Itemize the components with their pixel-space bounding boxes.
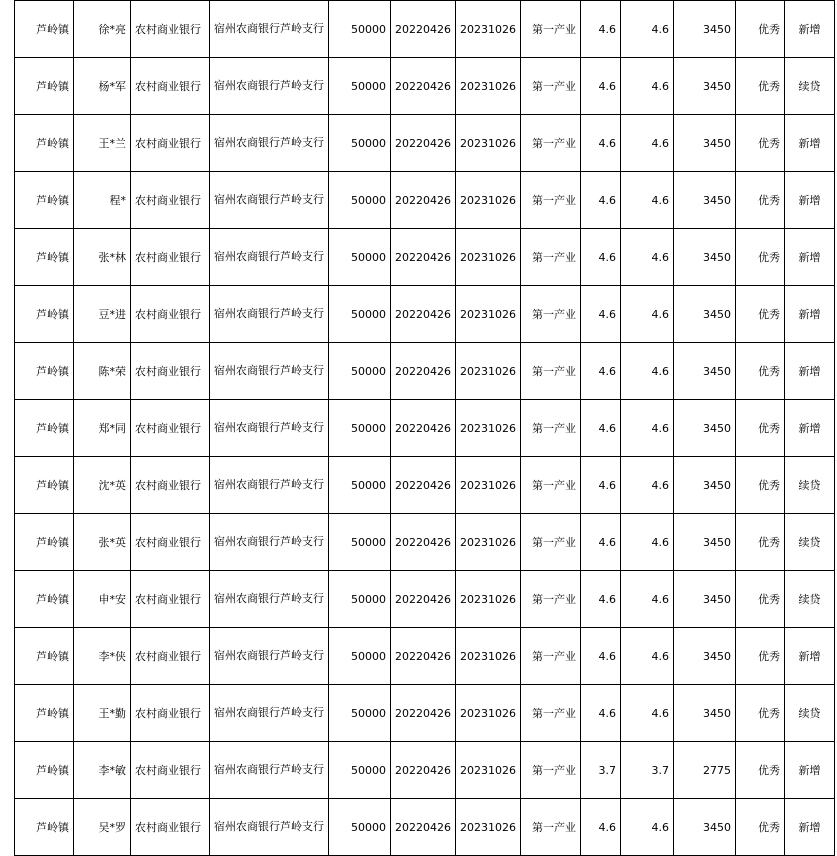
cell-bank: 农村商业银行: [131, 115, 210, 172]
cell-bank: 农村商业银行: [131, 229, 210, 286]
cell-interest: 3450: [674, 400, 736, 457]
cell-industry: 第一产业: [521, 685, 581, 742]
cell-branch: 宿州农商银行芦岭支行: [210, 685, 329, 742]
cell-loan-type: 续贷: [785, 58, 835, 115]
cell-industry: 第一产业: [521, 571, 581, 628]
cell-bank: 农村商业银行: [131, 343, 210, 400]
cell-branch: 宿州农商银行芦岭支行: [210, 1, 329, 58]
cell-industry: 第一产业: [521, 115, 581, 172]
cell-bank: 农村商业银行: [131, 400, 210, 457]
cell-end-date: 20231026: [456, 514, 521, 571]
table-row: [15, 286, 835, 343]
cell-branch: 宿州农商银行芦岭支行: [210, 628, 329, 685]
cell-industry: 第一产业: [521, 172, 581, 229]
cell-amount: 50000: [329, 58, 391, 115]
cell-industry: 第一产业: [521, 58, 581, 115]
cell-subsidy-rate: 4.6: [621, 1, 674, 58]
cell-industry: 第一产业: [521, 799, 581, 856]
cell-start-date: 20220426: [391, 58, 456, 115]
cell-town: 芦岭镇: [15, 115, 74, 172]
cell-town: 芦岭镇: [15, 457, 74, 514]
cell-subsidy-rate: 4.6: [621, 286, 674, 343]
cell-end-date: 20231026: [456, 1, 521, 58]
cell-industry: 第一产业: [521, 457, 581, 514]
cell-rating: 优秀: [736, 742, 785, 799]
cell-town: 芦岭镇: [15, 286, 74, 343]
cell-bank: 农村商业银行: [131, 1, 210, 58]
cell-end-date: 20231026: [456, 172, 521, 229]
cell-rating: 优秀: [736, 1, 785, 58]
cell-bank: 农村商业银行: [131, 799, 210, 856]
cell-name: 杨*军: [74, 58, 131, 115]
loan-table: [14, 0, 835, 856]
cell-end-date: 20231026: [456, 571, 521, 628]
cell-interest: 3450: [674, 58, 736, 115]
cell-end-date: 20231026: [456, 400, 521, 457]
table-row: [15, 571, 835, 628]
cell-bank: 农村商业银行: [131, 172, 210, 229]
cell-rating: 优秀: [736, 514, 785, 571]
cell-end-date: 20231026: [456, 628, 521, 685]
cell-amount: 50000: [329, 457, 391, 514]
cell-industry: 第一产业: [521, 514, 581, 571]
cell-end-date: 20231026: [456, 685, 521, 742]
cell-rate: 4.6: [581, 286, 621, 343]
cell-interest: 3450: [674, 457, 736, 514]
cell-loan-type: 续贷: [785, 685, 835, 742]
cell-name: 张*英: [74, 514, 131, 571]
cell-bank: 农村商业银行: [131, 514, 210, 571]
cell-start-date: 20220426: [391, 229, 456, 286]
cell-end-date: 20231026: [456, 286, 521, 343]
cell-interest: 3450: [674, 1, 736, 58]
cell-rating: 优秀: [736, 571, 785, 628]
cell-end-date: 20231026: [456, 742, 521, 799]
cell-bank: 农村商业银行: [131, 58, 210, 115]
cell-loan-type: 续贷: [785, 571, 835, 628]
cell-amount: 50000: [329, 799, 391, 856]
cell-loan-type: 新增: [785, 286, 835, 343]
table-body: [15, 1, 835, 856]
cell-branch: 宿州农商银行芦岭支行: [210, 514, 329, 571]
cell-rating: 优秀: [736, 400, 785, 457]
cell-subsidy-rate: 4.6: [621, 229, 674, 286]
cell-rating: 优秀: [736, 343, 785, 400]
cell-name: 徐*亮: [74, 1, 131, 58]
cell-branch: 宿州农商银行芦岭支行: [210, 343, 329, 400]
cell-start-date: 20220426: [391, 457, 456, 514]
cell-town: 芦岭镇: [15, 742, 74, 799]
table-row: [15, 343, 835, 400]
cell-name: 郑*同: [74, 400, 131, 457]
cell-start-date: 20220426: [391, 685, 456, 742]
cell-subsidy-rate: 4.6: [621, 571, 674, 628]
cell-interest: 3450: [674, 286, 736, 343]
cell-subsidy-rate: 4.6: [621, 343, 674, 400]
cell-loan-type: 新增: [785, 115, 835, 172]
table-row: [15, 229, 835, 286]
table-row: [15, 799, 835, 856]
cell-bank: 农村商业银行: [131, 628, 210, 685]
cell-subsidy-rate: 4.6: [621, 799, 674, 856]
cell-amount: 50000: [329, 1, 391, 58]
cell-interest: 2775: [674, 742, 736, 799]
cell-branch: 宿州农商银行芦岭支行: [210, 286, 329, 343]
cell-industry: 第一产业: [521, 286, 581, 343]
cell-name: 王*勤: [74, 685, 131, 742]
cell-town: 芦岭镇: [15, 1, 74, 58]
cell-rate: 4.6: [581, 799, 621, 856]
cell-amount: 50000: [329, 286, 391, 343]
cell-name: 李*敏: [74, 742, 131, 799]
cell-industry: 第一产业: [521, 400, 581, 457]
cell-amount: 50000: [329, 229, 391, 286]
cell-name: 李*侠: [74, 628, 131, 685]
cell-loan-type: 新增: [785, 172, 835, 229]
cell-end-date: 20231026: [456, 799, 521, 856]
cell-name: 王*兰: [74, 115, 131, 172]
cell-start-date: 20220426: [391, 286, 456, 343]
cell-town: 芦岭镇: [15, 514, 74, 571]
cell-branch: 宿州农商银行芦岭支行: [210, 457, 329, 514]
cell-name: 豆*进: [74, 286, 131, 343]
cell-amount: 50000: [329, 571, 391, 628]
cell-amount: 50000: [329, 115, 391, 172]
cell-start-date: 20220426: [391, 799, 456, 856]
cell-industry: 第一产业: [521, 628, 581, 685]
cell-interest: 3450: [674, 628, 736, 685]
cell-end-date: 20231026: [456, 457, 521, 514]
cell-industry: 第一产业: [521, 229, 581, 286]
cell-loan-type: 新增: [785, 229, 835, 286]
cell-start-date: 20220426: [391, 400, 456, 457]
table-row: [15, 742, 835, 799]
cell-bank: 农村商业银行: [131, 685, 210, 742]
cell-bank: 农村商业银行: [131, 457, 210, 514]
cell-subsidy-rate: 3.7: [621, 742, 674, 799]
cell-rate: 4.6: [581, 343, 621, 400]
table-row: [15, 400, 835, 457]
table-row: [15, 685, 835, 742]
cell-rate: 4.6: [581, 58, 621, 115]
cell-rating: 优秀: [736, 628, 785, 685]
cell-interest: 3450: [674, 229, 736, 286]
cell-branch: 宿州农商银行芦岭支行: [210, 571, 329, 628]
cell-rating: 优秀: [736, 685, 785, 742]
cell-rate: 4.6: [581, 400, 621, 457]
cell-town: 芦岭镇: [15, 343, 74, 400]
cell-rating: 优秀: [736, 799, 785, 856]
table-row: [15, 115, 835, 172]
table-row: [15, 1, 835, 58]
cell-rating: 优秀: [736, 457, 785, 514]
cell-subsidy-rate: 4.6: [621, 115, 674, 172]
cell-interest: 3450: [674, 172, 736, 229]
table-row: [15, 457, 835, 514]
cell-branch: 宿州农商银行芦岭支行: [210, 229, 329, 286]
cell-rating: 优秀: [736, 229, 785, 286]
cell-town: 芦岭镇: [15, 229, 74, 286]
cell-start-date: 20220426: [391, 343, 456, 400]
cell-amount: 50000: [329, 628, 391, 685]
table-row: [15, 172, 835, 229]
cell-amount: 50000: [329, 742, 391, 799]
cell-amount: 50000: [329, 343, 391, 400]
cell-name: 张*林: [74, 229, 131, 286]
cell-industry: 第一产业: [521, 343, 581, 400]
cell-loan-type: 续贷: [785, 457, 835, 514]
cell-loan-type: 新增: [785, 799, 835, 856]
cell-bank: 农村商业银行: [131, 571, 210, 628]
cell-end-date: 20231026: [456, 115, 521, 172]
cell-subsidy-rate: 4.6: [621, 628, 674, 685]
table-row: [15, 628, 835, 685]
cell-town: 芦岭镇: [15, 628, 74, 685]
cell-town: 芦岭镇: [15, 172, 74, 229]
cell-bank: 农村商业银行: [131, 742, 210, 799]
cell-branch: 宿州农商银行芦岭支行: [210, 799, 329, 856]
cell-subsidy-rate: 4.6: [621, 457, 674, 514]
cell-rating: 优秀: [736, 115, 785, 172]
cell-name: 申*安: [74, 571, 131, 628]
cell-rate: 4.6: [581, 457, 621, 514]
cell-start-date: 20220426: [391, 1, 456, 58]
cell-rate: 4.6: [581, 571, 621, 628]
cell-interest: 3450: [674, 685, 736, 742]
cell-rating: 优秀: [736, 58, 785, 115]
table-row: [15, 58, 835, 115]
cell-amount: 50000: [329, 514, 391, 571]
cell-loan-type: 新增: [785, 400, 835, 457]
cell-town: 芦岭镇: [15, 571, 74, 628]
cell-rate: 4.6: [581, 628, 621, 685]
cell-town: 芦岭镇: [15, 400, 74, 457]
cell-interest: 3450: [674, 799, 736, 856]
cell-town: 芦岭镇: [15, 685, 74, 742]
cell-name: 程*: [74, 172, 131, 229]
cell-loan-type: 新增: [785, 628, 835, 685]
cell-amount: 50000: [329, 685, 391, 742]
cell-start-date: 20220426: [391, 514, 456, 571]
cell-branch: 宿州农商银行芦岭支行: [210, 400, 329, 457]
cell-rate: 4.6: [581, 514, 621, 571]
cell-start-date: 20220426: [391, 571, 456, 628]
cell-start-date: 20220426: [391, 172, 456, 229]
cell-branch: 宿州农商银行芦岭支行: [210, 115, 329, 172]
cell-branch: 宿州农商银行芦岭支行: [210, 172, 329, 229]
cell-loan-type: 新增: [785, 742, 835, 799]
cell-bank: 农村商业银行: [131, 286, 210, 343]
cell-subsidy-rate: 4.6: [621, 685, 674, 742]
cell-start-date: 20220426: [391, 115, 456, 172]
cell-rate: 4.6: [581, 229, 621, 286]
cell-name: 吴*罗: [74, 799, 131, 856]
cell-industry: 第一产业: [521, 742, 581, 799]
cell-end-date: 20231026: [456, 343, 521, 400]
cell-subsidy-rate: 4.6: [621, 400, 674, 457]
cell-interest: 3450: [674, 343, 736, 400]
cell-subsidy-rate: 4.6: [621, 172, 674, 229]
cell-loan-type: 新增: [785, 1, 835, 58]
cell-rating: 优秀: [736, 172, 785, 229]
cell-rate: 4.6: [581, 172, 621, 229]
cell-interest: 3450: [674, 115, 736, 172]
cell-name: 沈*英: [74, 457, 131, 514]
cell-amount: 50000: [329, 172, 391, 229]
cell-start-date: 20220426: [391, 628, 456, 685]
cell-rate: 4.6: [581, 115, 621, 172]
cell-subsidy-rate: 4.6: [621, 514, 674, 571]
table-row: [15, 514, 835, 571]
cell-interest: 3450: [674, 571, 736, 628]
cell-interest: 3450: [674, 514, 736, 571]
cell-end-date: 20231026: [456, 58, 521, 115]
cell-loan-type: 续贷: [785, 514, 835, 571]
cell-rate: 3.7: [581, 742, 621, 799]
cell-rate: 4.6: [581, 685, 621, 742]
cell-town: 芦岭镇: [15, 799, 74, 856]
cell-rate: 4.6: [581, 1, 621, 58]
cell-branch: 宿州农商银行芦岭支行: [210, 58, 329, 115]
cell-end-date: 20231026: [456, 229, 521, 286]
cell-subsidy-rate: 4.6: [621, 58, 674, 115]
cell-loan-type: 新增: [785, 343, 835, 400]
cell-rating: 优秀: [736, 286, 785, 343]
cell-branch: 宿州农商银行芦岭支行: [210, 742, 329, 799]
cell-amount: 50000: [329, 400, 391, 457]
cell-name: 陈*荣: [74, 343, 131, 400]
cell-start-date: 20220426: [391, 742, 456, 799]
cell-town: 芦岭镇: [15, 58, 74, 115]
cell-industry: 第一产业: [521, 1, 581, 58]
